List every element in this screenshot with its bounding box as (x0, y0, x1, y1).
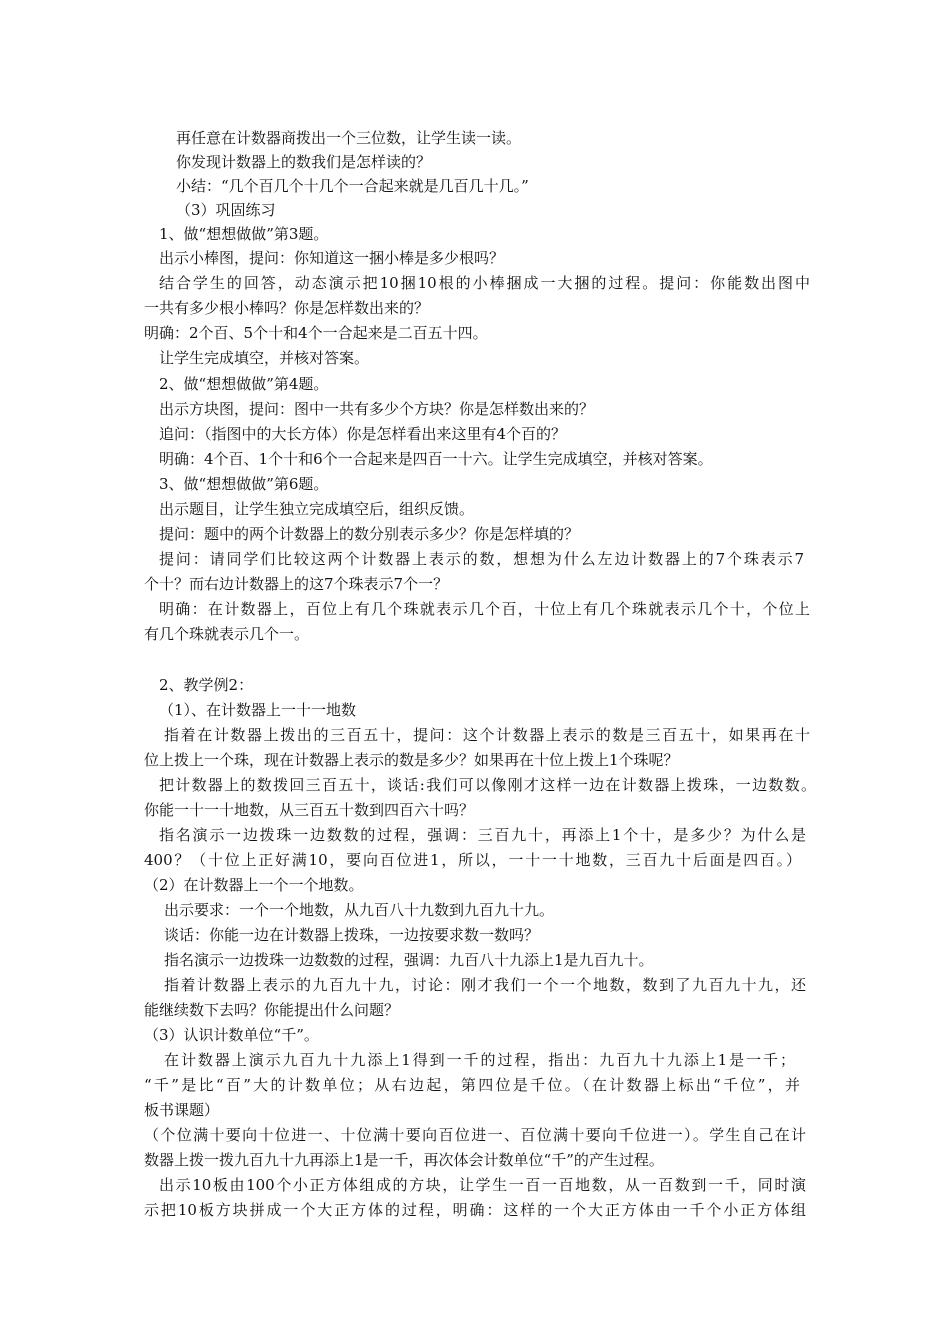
section-heading: （2）在计数器上一个一个地数。 (144, 876, 364, 894)
paragraph-line: 指着计数器上表示的九百九十九，讨论：刚才我们一个一个地数，数到了九百九十九，还 (164, 976, 806, 994)
paragraph-line: 出示10板由100个小正方体组成的方块，让学生一百一百地数，从一百数到一千，同时演 (159, 1176, 806, 1194)
paragraph-line: 能继续数下去吗？你能提出什么问题？ (144, 1001, 400, 1019)
paragraph-line: 数器上拨一拨九百九十九再添上1是一千，再次体会计数单位“千”的产生过程。 (144, 1151, 664, 1169)
paragraph-line: 指名演示一边拨珠一边数数的过程，强调：三百九十，再添上1个十，是多少？为什么是 (159, 826, 806, 844)
section-heading: （3）巩固练习 (176, 201, 276, 219)
paragraph-line: 2、做“想想做做”第4题。 (159, 375, 329, 393)
paragraph-line: 3、做“想想做做”第6题。 (159, 475, 329, 493)
paragraph-line: 板书课题） (144, 1101, 220, 1119)
section-heading: （1）、在计数器上一十一地数 (159, 701, 357, 719)
paragraph-line: 1、做“想想做做”第3题。 (159, 225, 329, 243)
paragraph-line: 让学生完成填空，并核对答案。 (159, 349, 370, 367)
section-heading: （3）认识计数单位“千”。 (144, 1026, 319, 1044)
paragraph-line: 有几个珠就表示几个一。 (144, 625, 310, 643)
paragraph-line: 小结：“几个百几个十几个一合起来就是几百几十几。” (176, 177, 529, 195)
paragraph-line: 一共有多少根小棒吗？你是怎样数出来的？ (144, 299, 430, 317)
paragraph-line: 提问：请同学们比较这两个计数器上表示的数，想想为什么左边计数器上的7个珠表示7 (159, 550, 804, 568)
paragraph-line: 再任意在计数器商拨出一个三位数，让学生读一读。 (176, 129, 522, 147)
paragraph-line: 谈话：你能一边在计数器上拨珠，一边按要求数一数吗？ (164, 926, 540, 944)
paragraph-line: 出示要求：一个一个地数，从九百八十九数到九百九十九。 (164, 901, 555, 919)
paragraph-line: 结合学生的回答，动态演示把10捆10根的小棒捆成一大捆的过程。提问：你能数出图中 (159, 274, 810, 292)
paragraph-line: 位上拨上一个珠，现在计数器上表示的数是多少？如果再在十位上拨上1个珠呢？ (144, 751, 679, 769)
paragraph-line: 出示方块图，提问：图中一共有多少个方块？你是怎样数出来的？ (159, 400, 595, 418)
paragraph-line: 出示题目，让学生独立完成填空后，组织反馈。 (159, 500, 475, 518)
paragraph-line: 示把10板方块拼成一个大正方体的过程，明确：这样的一个大正方体由一千个小正方体组 (144, 1201, 806, 1219)
paragraph-line: 你能一十一十地数，从三百五十数到四百六十吗？ (144, 801, 475, 819)
paragraph-line: “千”是比“百”大的计数单位；从右边起，第四位是千位。（在计数器上标出“千位”，并 (144, 1076, 800, 1094)
paragraph-line: 个十？而右边计数器上的这7个珠表示7个一？ (144, 575, 449, 593)
paragraph-line: 出示小棒图，提问：你知道这一捆小棒是多少根吗？ (159, 249, 505, 267)
paragraph-line: 400？（十位上正好满10，要向百位进1，所以，一十一十地数，三百九十后面是四百。） (144, 851, 801, 869)
paragraph-line: 你发现计数器上的数我们是怎样读的？ (176, 153, 432, 171)
paragraph-line: 明确：2个百、5个十和4个一合起来是二百五十四。 (144, 324, 488, 342)
paragraph-line: 在计数器上演示九百九十九添上1得到一千的过程，指出：九百九十九添上1是一千； (164, 1051, 795, 1069)
paragraph-line: 指着在计数器上拨出的三百五十，提问：这个计数器上表示的数是三百五十，如果再在十 (164, 726, 810, 744)
paragraph-line: 把计数器上的数拨回三百五十，谈话:我们可以像刚才这样一边在计数器上拨珠，一边数数。 (159, 776, 816, 794)
paragraph-line: （个位满十要向十位进一、十位满十要向百位进一、百位满十要向千位进一）。学生自己在计 (144, 1126, 806, 1144)
paragraph-line: 明确：4个百、1个十和6个一合起来是四百一十六。让学生完成填空，并核对答案。 (159, 450, 713, 468)
paragraph-line: 追问：（指图中的大长方体）你是怎样看出来这里有4个百的？ (159, 425, 567, 443)
section-heading: 2、教学例2： (159, 676, 254, 694)
paragraph-line: 明确：在计数器上，百位上有几个珠就表示几个百，十位上有几个珠就表示几个十，个位上 (159, 600, 810, 618)
paragraph-line: 提问：题中的两个计数器上的数分别表示多少？你是怎样填的？ (159, 525, 580, 543)
paragraph-line: 指名演示一边拨珠一边数数的过程，强调：九百八十九添上1是九百九十。 (164, 951, 654, 969)
